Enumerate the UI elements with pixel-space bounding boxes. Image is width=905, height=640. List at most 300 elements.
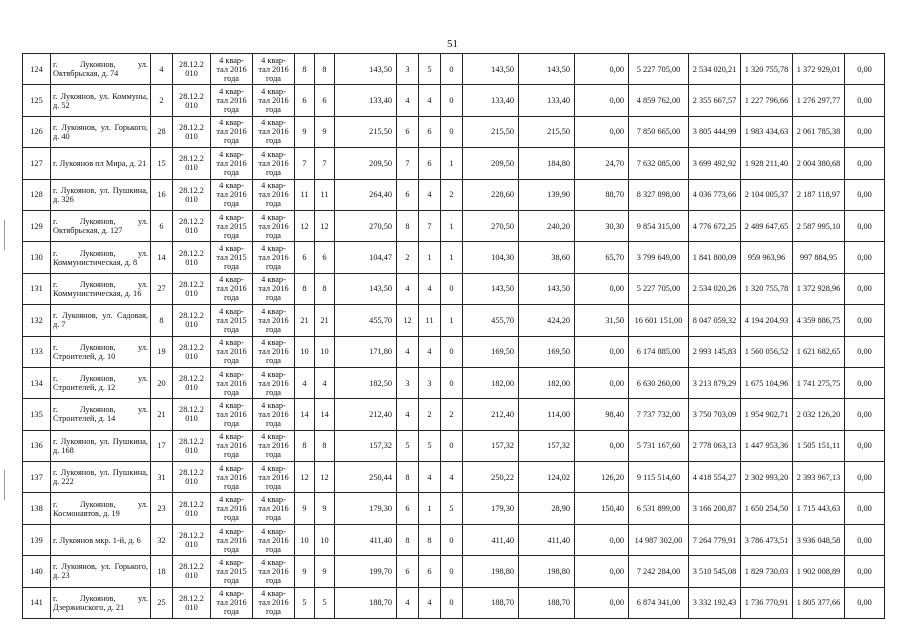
table-row (23, 493, 885, 524)
col-17-cell: 8 047 059,32 (689, 305, 741, 336)
col-10-cell: 8 (397, 210, 419, 241)
date-cell: 28.12.2 010 (173, 367, 211, 398)
scan-edge-mark (4, 220, 5, 250)
col-14-cell: 411,40 (519, 524, 575, 555)
planned-period-cell: 4 квар- тал 2016 года (211, 116, 253, 147)
col-3-cell: 23 (151, 493, 173, 524)
col-16-cell: 6 531 899,00 (629, 493, 689, 524)
col-12-cell: 0 (441, 116, 463, 147)
col-8-cell: 4 (315, 367, 335, 398)
col-3-cell: 2 (151, 85, 173, 116)
date-cell: 28.12.2 010 (173, 399, 211, 430)
col-12-cell: 0 (441, 336, 463, 367)
col-11-cell: 4 (419, 179, 441, 210)
col-14-cell: 188,70 (519, 587, 575, 618)
table-row (23, 305, 885, 336)
col-13-cell: 157,32 (463, 430, 519, 461)
col-17-cell: 4 036 773,66 (689, 179, 741, 210)
row-number: 139 (23, 524, 51, 555)
col-15-cell: 24,70 (575, 148, 629, 179)
date-cell: 28.12.2 010 (173, 148, 211, 179)
col-14-cell: 139,90 (519, 179, 575, 210)
col-18-cell: 1 675 104,96 (741, 367, 793, 398)
area-cell: 157,32 (335, 430, 397, 461)
col-12-cell: 1 (441, 242, 463, 273)
col-14-cell: 124,02 (519, 462, 575, 493)
col-18-cell: 2 489 647,65 (741, 210, 793, 241)
col-16-cell: 5 227 705,00 (629, 273, 689, 304)
col-11-cell: 5 (419, 430, 441, 461)
col-18-cell: 4 194 204,93 (741, 305, 793, 336)
col-20-cell: 0,00 (845, 556, 885, 587)
col-19-cell: 2 061 785,38 (793, 116, 845, 147)
table-row (23, 587, 885, 618)
col-3-cell: 20 (151, 367, 173, 398)
col-20-cell: 0,00 (845, 367, 885, 398)
col-3-cell: 14 (151, 242, 173, 273)
col-8-cell: 12 (315, 210, 335, 241)
col-3-cell: 15 (151, 148, 173, 179)
col-13-cell: 169,50 (463, 336, 519, 367)
col-15-cell: 31,50 (575, 305, 629, 336)
address-cell: г. Лукоянов, ул. Садовая, д. 7 (51, 305, 151, 336)
col-17-cell: 7 264 779,91 (689, 524, 741, 555)
col-15-cell: 30,30 (575, 210, 629, 241)
col-17-cell: 3 510 545,08 (689, 556, 741, 587)
col-13-cell: 104,30 (463, 242, 519, 273)
actual-period-cell: 4 квар- тал 2016 года (253, 242, 295, 273)
col-3-cell: 19 (151, 336, 173, 367)
col-8-cell: 10 (315, 336, 335, 367)
col-15-cell: 0,00 (575, 367, 629, 398)
address-cell: г. Лукоянов, ул. Пушкина, д. 168 (51, 430, 151, 461)
col-7-cell: 9 (295, 116, 315, 147)
col-12-cell: 0 (441, 556, 463, 587)
col-16-cell: 4 859 762,00 (629, 85, 689, 116)
col-19-cell: 2 393 967,13 (793, 462, 845, 493)
col-16-cell: 9 854 315,00 (629, 210, 689, 241)
address-cell: г. Лукоянов, ул. Космонавтов, д. 19 (51, 493, 151, 524)
col-3-cell: 28 (151, 116, 173, 147)
actual-period-cell: 4 квар- тал 2016 года (253, 367, 295, 398)
col-17-cell: 3 750 703,09 (689, 399, 741, 430)
col-17-cell: 3 332 192,43 (689, 587, 741, 618)
col-13-cell: 455,70 (463, 305, 519, 336)
col-11-cell: 4 (419, 462, 441, 493)
col-14-cell: 198,80 (519, 556, 575, 587)
area-cell: 264,40 (335, 179, 397, 210)
col-15-cell: 0,00 (575, 116, 629, 147)
col-14-cell: 184,80 (519, 148, 575, 179)
col-15-cell: 150,40 (575, 493, 629, 524)
col-16-cell: 5 731 167,60 (629, 430, 689, 461)
address-cell: г. Лукоянов, ул. Октябрьская, д. 127 (51, 210, 151, 241)
planned-period-cell: 4 квар- тал 2016 года (211, 493, 253, 524)
date-cell: 28.12.2 010 (173, 430, 211, 461)
col-14-cell: 133,40 (519, 85, 575, 116)
col-3-cell: 21 (151, 399, 173, 430)
col-17-cell: 1 841 800,09 (689, 242, 741, 273)
table-row (23, 54, 885, 85)
table-row (23, 148, 885, 179)
col-7-cell: 12 (295, 462, 315, 493)
col-10-cell: 4 (397, 587, 419, 618)
col-15-cell: 65,70 (575, 242, 629, 273)
col-12-cell: 0 (441, 273, 463, 304)
table-row (23, 399, 885, 430)
col-8-cell: 7 (315, 148, 335, 179)
col-11-cell: 4 (419, 587, 441, 618)
col-11-cell: 11 (419, 305, 441, 336)
row-number: 138 (23, 493, 51, 524)
col-13-cell: 143,50 (463, 54, 519, 85)
row-number: 126 (23, 116, 51, 147)
address-cell: г. Лукоянов мкр. 1-й, д. 6 (51, 524, 151, 555)
col-14-cell: 114,00 (519, 399, 575, 430)
actual-period-cell: 4 квар- тал 2016 года (253, 493, 295, 524)
col-18-cell: 1 928 211,40 (741, 148, 793, 179)
address-cell: г. Лукоянов, ул. Строителей, д. 14 (51, 399, 151, 430)
actual-period-cell: 4 квар- тал 2016 года (253, 179, 295, 210)
area-cell: 179,30 (335, 493, 397, 524)
col-3-cell: 6 (151, 210, 173, 241)
col-7-cell: 10 (295, 524, 315, 555)
col-11-cell: 6 (419, 148, 441, 179)
actual-period-cell: 4 квар- тал 2016 года (253, 116, 295, 147)
col-12-cell: 0 (441, 430, 463, 461)
actual-period-cell: 4 квар- тал 2016 года (253, 524, 295, 555)
col-12-cell: 5 (441, 493, 463, 524)
row-number: 129 (23, 210, 51, 241)
col-11-cell: 6 (419, 116, 441, 147)
col-3-cell: 31 (151, 462, 173, 493)
col-19-cell: 997 884,95 (793, 242, 845, 273)
col-15-cell: 0,00 (575, 430, 629, 461)
actual-period-cell: 4 квар- тал 2016 года (253, 210, 295, 241)
address-cell: г. Лукоянов, ул. Горького, д. 23 (51, 556, 151, 587)
scan-edge-mark (4, 470, 5, 500)
col-19-cell: 1 276 297,77 (793, 85, 845, 116)
col-10-cell: 5 (397, 430, 419, 461)
col-17-cell: 3 699 492,92 (689, 148, 741, 179)
col-3-cell: 27 (151, 273, 173, 304)
col-19-cell: 1 902 008,89 (793, 556, 845, 587)
col-7-cell: 12 (295, 210, 315, 241)
row-number: 134 (23, 367, 51, 398)
col-12-cell: 1 (441, 210, 463, 241)
col-10-cell: 8 (397, 462, 419, 493)
col-20-cell: 0,00 (845, 399, 885, 430)
col-3-cell: 4 (151, 54, 173, 85)
col-19-cell: 1 741 275,75 (793, 367, 845, 398)
col-19-cell: 2 187 118,97 (793, 179, 845, 210)
actual-period-cell: 4 квар- тал 2016 года (253, 399, 295, 430)
col-16-cell: 16 601 151,00 (629, 305, 689, 336)
col-16-cell: 9 115 514,60 (629, 462, 689, 493)
col-20-cell: 0,00 (845, 524, 885, 555)
col-18-cell: 1 227 796,66 (741, 85, 793, 116)
col-8-cell: 9 (315, 493, 335, 524)
col-17-cell: 4 418 554,27 (689, 462, 741, 493)
col-13-cell: 133,40 (463, 85, 519, 116)
col-13-cell: 179,30 (463, 493, 519, 524)
planned-period-cell: 4 квар- тал 2016 года (211, 524, 253, 555)
planned-period-cell: 4 квар- тал 2016 года (211, 85, 253, 116)
col-19-cell: 1 505 151,11 (793, 430, 845, 461)
col-12-cell: 0 (441, 587, 463, 618)
col-16-cell: 3 799 649,00 (629, 242, 689, 273)
row-number: 131 (23, 273, 51, 304)
col-8-cell: 6 (315, 242, 335, 273)
date-cell: 28.12.2 010 (173, 242, 211, 273)
col-11-cell: 3 (419, 367, 441, 398)
col-17-cell: 3 166 200,87 (689, 493, 741, 524)
row-number: 135 (23, 399, 51, 430)
col-19-cell: 1 372 929,01 (793, 54, 845, 85)
col-19-cell: 1 621 682,65 (793, 336, 845, 367)
col-11-cell: 4 (419, 273, 441, 304)
area-cell: 143,50 (335, 273, 397, 304)
planned-period-cell: 4 квар- тал 2016 года (211, 148, 253, 179)
actual-period-cell: 4 квар- тал 2016 года (253, 556, 295, 587)
area-cell: 182,50 (335, 367, 397, 398)
area-cell: 250,44 (335, 462, 397, 493)
date-cell: 28.12.2 010 (173, 179, 211, 210)
col-12-cell: 2 (441, 179, 463, 210)
col-8-cell: 12 (315, 462, 335, 493)
col-12-cell: 4 (441, 462, 463, 493)
col-7-cell: 14 (295, 399, 315, 430)
col-11-cell: 1 (419, 493, 441, 524)
col-17-cell: 3 805 444,99 (689, 116, 741, 147)
actual-period-cell: 4 квар- тал 2016 года (253, 587, 295, 618)
col-8-cell: 10 (315, 524, 335, 555)
col-7-cell: 21 (295, 305, 315, 336)
col-8-cell: 8 (315, 430, 335, 461)
col-10-cell: 6 (397, 179, 419, 210)
col-15-cell: 0,00 (575, 273, 629, 304)
col-16-cell: 6 630 260,00 (629, 367, 689, 398)
col-15-cell: 0,00 (575, 524, 629, 555)
col-15-cell: 0,00 (575, 556, 629, 587)
col-15-cell: 0,00 (575, 587, 629, 618)
col-11-cell: 1 (419, 242, 441, 273)
col-11-cell: 5 (419, 54, 441, 85)
planned-period-cell: 4 квар- тал 2016 года (211, 462, 253, 493)
col-10-cell: 3 (397, 54, 419, 85)
col-7-cell: 8 (295, 273, 315, 304)
col-16-cell: 6 874 341,00 (629, 587, 689, 618)
col-19-cell: 1 805 377,66 (793, 587, 845, 618)
col-8-cell: 9 (315, 116, 335, 147)
address-cell: г. Лукоянов, ул. Строителей, д. 12 (51, 367, 151, 398)
address-cell: г. Лукоянов, ул. Коммуны, д. 52 (51, 85, 151, 116)
address-cell: г. Лукоянов пл Мира, д. 21 (51, 148, 151, 179)
col-14-cell: 28,90 (519, 493, 575, 524)
col-8-cell: 6 (315, 85, 335, 116)
col-3-cell: 25 (151, 587, 173, 618)
col-8-cell: 14 (315, 399, 335, 430)
col-10-cell: 8 (397, 524, 419, 555)
col-10-cell: 4 (397, 336, 419, 367)
col-17-cell: 3 213 879,29 (689, 367, 741, 398)
col-13-cell: 270,50 (463, 210, 519, 241)
col-12-cell: 0 (441, 85, 463, 116)
actual-period-cell: 4 квар- тал 2016 года (253, 305, 295, 336)
col-15-cell: 98,40 (575, 399, 629, 430)
row-number: 128 (23, 179, 51, 210)
col-8-cell: 9 (315, 556, 335, 587)
address-cell: г. Лукоянов, ул. Пушкина, д. 222 (51, 462, 151, 493)
area-cell: 455,70 (335, 305, 397, 336)
col-13-cell: 209,50 (463, 148, 519, 179)
col-10-cell: 6 (397, 556, 419, 587)
page-number: 51 (447, 38, 458, 50)
col-7-cell: 10 (295, 336, 315, 367)
date-cell: 28.12.2 010 (173, 493, 211, 524)
planned-period-cell: 4 квар- тал 2016 года (211, 273, 253, 304)
col-20-cell: 0,00 (845, 148, 885, 179)
date-cell: 28.12.2 010 (173, 210, 211, 241)
date-cell: 28.12.2 010 (173, 305, 211, 336)
col-8-cell: 8 (315, 54, 335, 85)
col-20-cell: 0,00 (845, 242, 885, 273)
area-cell: 104,47 (335, 242, 397, 273)
col-11-cell: 7 (419, 210, 441, 241)
col-13-cell: 143,50 (463, 273, 519, 304)
area-cell: 171,80 (335, 336, 397, 367)
col-18-cell: 2 104 005,37 (741, 179, 793, 210)
col-14-cell: 240,20 (519, 210, 575, 241)
planned-period-cell: 4 квар- тал 2016 года (211, 367, 253, 398)
row-number: 130 (23, 242, 51, 273)
planned-period-cell: 4 квар- тал 2016 года (211, 54, 253, 85)
row-number: 140 (23, 556, 51, 587)
col-16-cell: 7 737 732,00 (629, 399, 689, 430)
date-cell: 28.12.2 010 (173, 54, 211, 85)
table-row (23, 210, 885, 241)
row-number: 127 (23, 148, 51, 179)
col-15-cell: 126,20 (575, 462, 629, 493)
col-13-cell: 198,80 (463, 556, 519, 587)
col-19-cell: 1 715 443,63 (793, 493, 845, 524)
address-cell: г. Лукоянов, ул. Горького, д. 40 (51, 116, 151, 147)
col-14-cell: 143,50 (519, 54, 575, 85)
date-cell: 28.12.2 010 (173, 556, 211, 587)
col-15-cell: 0,00 (575, 54, 629, 85)
col-20-cell: 0,00 (845, 210, 885, 241)
col-12-cell: 1 (441, 305, 463, 336)
row-number: 132 (23, 305, 51, 336)
col-14-cell: 182,00 (519, 367, 575, 398)
table-row (23, 430, 885, 461)
col-10-cell: 12 (397, 305, 419, 336)
col-10-cell: 4 (397, 273, 419, 304)
col-20-cell: 0,00 (845, 54, 885, 85)
col-16-cell: 5 227 705,00 (629, 54, 689, 85)
col-20-cell: 0,00 (845, 179, 885, 210)
date-cell: 28.12.2 010 (173, 524, 211, 555)
planned-period-cell: 4 квар- тал 2016 года (211, 336, 253, 367)
area-cell: 143,50 (335, 54, 397, 85)
col-16-cell: 6 174 885,00 (629, 336, 689, 367)
col-17-cell: 2 534 020,26 (689, 273, 741, 304)
col-3-cell: 16 (151, 179, 173, 210)
col-18-cell: 1 560 056,52 (741, 336, 793, 367)
col-17-cell: 4 776 672,25 (689, 210, 741, 241)
col-18-cell: 959 963,96 (741, 242, 793, 273)
col-20-cell: 0,00 (845, 336, 885, 367)
planned-period-cell: 4 квар- тал 2016 года (211, 399, 253, 430)
actual-period-cell: 4 квар- тал 2016 года (253, 273, 295, 304)
area-cell: 133,40 (335, 85, 397, 116)
col-14-cell: 157,32 (519, 430, 575, 461)
row-number: 136 (23, 430, 51, 461)
col-18-cell: 3 786 473,51 (741, 524, 793, 555)
col-18-cell: 1 447 953,36 (741, 430, 793, 461)
area-cell: 199,70 (335, 556, 397, 587)
col-10-cell: 4 (397, 399, 419, 430)
table-row (23, 556, 885, 587)
row-number: 137 (23, 462, 51, 493)
table-row (23, 367, 885, 398)
date-cell: 28.12.2 010 (173, 273, 211, 304)
col-10-cell: 7 (397, 148, 419, 179)
col-17-cell: 2 534 020,21 (689, 54, 741, 85)
date-cell: 28.12.2 010 (173, 587, 211, 618)
col-19-cell: 2 004 380,68 (793, 148, 845, 179)
col-14-cell: 169,50 (519, 336, 575, 367)
area-cell: 270,50 (335, 210, 397, 241)
col-20-cell: 0,00 (845, 85, 885, 116)
col-18-cell: 1 954 902,71 (741, 399, 793, 430)
table-row (23, 273, 885, 304)
col-16-cell: 8 327 898,00 (629, 179, 689, 210)
col-19-cell: 2 032 126,20 (793, 399, 845, 430)
row-number: 133 (23, 336, 51, 367)
col-20-cell: 0,00 (845, 493, 885, 524)
col-10-cell: 3 (397, 367, 419, 398)
col-16-cell: 14 987 302,00 (629, 524, 689, 555)
actual-period-cell: 4 квар- тал 2016 года (253, 54, 295, 85)
col-8-cell: 11 (315, 179, 335, 210)
col-7-cell: 9 (295, 556, 315, 587)
col-18-cell: 1 983 434,63 (741, 116, 793, 147)
col-15-cell: 0,00 (575, 85, 629, 116)
col-12-cell: 0 (441, 367, 463, 398)
col-20-cell: 0,00 (845, 116, 885, 147)
col-16-cell: 7 850 665,00 (629, 116, 689, 147)
col-3-cell: 32 (151, 524, 173, 555)
col-11-cell: 6 (419, 556, 441, 587)
row-number: 125 (23, 85, 51, 116)
col-12-cell: 1 (441, 148, 463, 179)
col-7-cell: 8 (295, 54, 315, 85)
planned-period-cell: 4 квар- тал 2015 года (211, 556, 253, 587)
col-18-cell: 1 320 755,78 (741, 54, 793, 85)
date-cell: 28.12.2 010 (173, 462, 211, 493)
col-7-cell: 4 (295, 367, 315, 398)
table-row (23, 524, 885, 555)
col-7-cell: 6 (295, 242, 315, 273)
area-cell: 212,40 (335, 399, 397, 430)
col-13-cell: 250,22 (463, 462, 519, 493)
col-13-cell: 212,40 (463, 399, 519, 430)
area-cell: 188,70 (335, 587, 397, 618)
col-11-cell: 4 (419, 85, 441, 116)
col-3-cell: 8 (151, 305, 173, 336)
col-14-cell: 38,60 (519, 242, 575, 273)
